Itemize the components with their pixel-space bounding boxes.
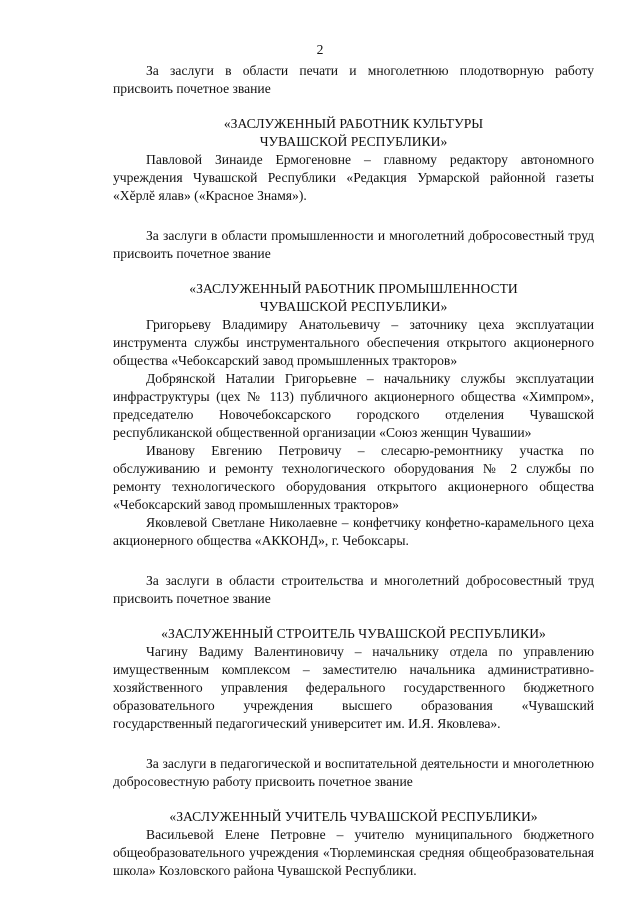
awardee-paragraph: Яковлевой Светлане Николаевне – конфетчику конфетно-карамельного цеха акционерного общества «АККОНД», г. Чебоксары. <box>113 515 594 548</box>
award-intro: За заслуги в области печати и многолетнюю плодотворную работу присвоить почетное звание <box>113 63 594 96</box>
page-number: 2 <box>316 42 324 57</box>
award-title-line: «ЗАСЛУЖЕННЫЙ РАБОТНИК КУЛЬТУРЫ <box>223 116 484 131</box>
awardee-paragraph: Добрянской Наталии Григорьевне – начальнику службы эксплуатации инфраструктуры (цех № 113) публичного акционерного общества «Химпром», председателю Новочебоксарского городского отделения Чувашской республиканской общественной организации «Союз женщин Чувашии» <box>113 371 594 440</box>
award-title-line: «ЗАСЛУЖЕННЫЙ СТРОИТЕЛЬ ЧУВАШСКОЙ РЕСПУБЛИКИ» <box>161 626 546 641</box>
award-intro: За заслуги в педагогической и воспитательной деятельности и многолетнюю добросовестную работу присвоить почетное звание <box>113 756 594 789</box>
awardee-paragraph: Чагину Вадиму Валентиновичу – начальнику отдела по управлению имущественным комплексом – заместителю начальника административно-хозяйственного управления федерального государственного бюджетного образовательного учреждения высшего образования «Чувашский государственный педагогический университет им. И.Я. Яковлева». <box>113 644 594 731</box>
awardee-paragraph: Павловой Зинаиде Ермогеновне – главному редактору автономного учреждения Чувашской Республики «Редакция Урмарской районной газеты «Хĕрлĕ ялав» («Красное Знамя»). <box>113 152 594 203</box>
award-title-line: «ЗАСЛУЖЕННЫЙ РАБОТНИК ПРОМЫШЛЕННОСТИ <box>189 281 518 296</box>
award-intro: За заслуги в области строительства и многолетний добросовестный труд присвоить почетное звание <box>113 573 594 606</box>
awardee-paragraph: Григорьеву Владимиру Анатольевичу – заточнику цеха эксплуатации инструмента службы инструментального обеспечения открытого акционерного общества «Чебоксарский завод промышленных тракторов» <box>113 317 594 368</box>
document-body <box>113 62 594 880</box>
awardee-paragraph: Иванову Евгению Петровичу – слесарю-ремонтнику участка по обслуживанию и ремонту технологического оборудования № 2 службы по ремонту технологического оборудования открытого акционерного общества «Чебоксарский завод промышленных тракторов» <box>113 443 594 512</box>
award-title-line: ЧУВАШСКОЙ РЕСПУБЛИКИ» <box>259 134 448 149</box>
awardee-paragraph: Васильевой Елене Петровне – учителю муниципального бюджетного общеобразовательного учреждения «Тюрлеминская средняя общеобразовательная школа» Козловского района Чувашской Республики. <box>113 827 594 878</box>
award-title-line: «ЗАСЛУЖЕННЫЙ УЧИТЕЛЬ ЧУВАШСКОЙ РЕСПУБЛИКИ» <box>169 809 538 824</box>
award-title-line: ЧУВАШСКОЙ РЕСПУБЛИКИ» <box>259 299 448 314</box>
award-intro: За заслуги в области промышленности и многолетний добросовестный труд присвоить почетное звание <box>113 228 594 261</box>
